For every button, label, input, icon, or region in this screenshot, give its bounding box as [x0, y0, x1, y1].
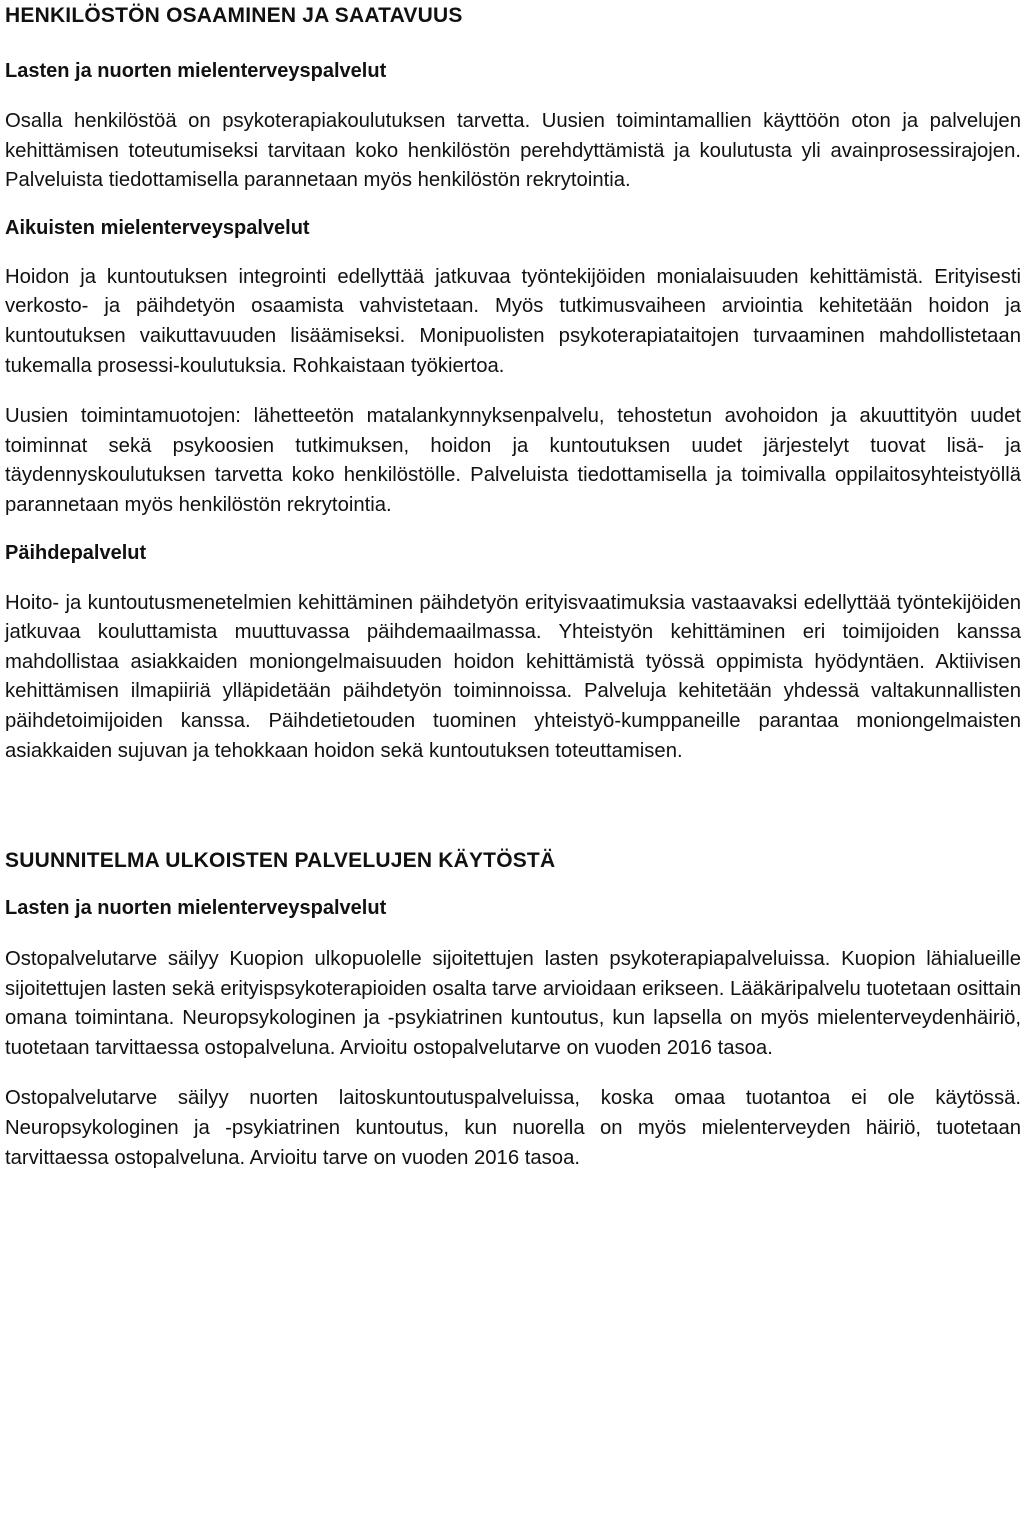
- subsection-heading: Lasten ja nuorten mielenterveyspalvelut: [5, 60, 387, 82]
- subsection-heading: Lasten ja nuorten mielenterveyspalvelut: [5, 897, 387, 920]
- section-title: HENKILÖSTÖN OSAAMINEN JA SAATAVUUS: [5, 4, 463, 27]
- subsection-heading: Aikuisten mielenterveyspalvelut: [5, 216, 310, 239]
- paragraph: Ostopalvelutarve säilyy nuorten laitoskuntoutuspalveluissa, koska omaa tuotantoa ei ole käytössä. Neuropsykologinen ja -psykiatrinen kuntoutus, kun nuorella on myös mielenterveyden häiriö, tuotetaan tarvittaessa ostopalveluna. Arvioitu tarve on vuoden 2016 tasoa.: [5, 1087, 1021, 1169]
- section-title: SUUNNITELMA ULKOISTEN PALVELUJEN KÄYTÖSTÄ: [5, 849, 556, 873]
- paragraph: Ostopalvelutarve säilyy Kuopion ulkopuolelle sijoitettujen lasten psykoterapiapalveluissa. Kuopion lähialueille sijoitettujen lasten sekä erityispsykoterapioiden osalta tarve arvioidaan erikseen. Lääkäripalvelu tuotetaan osittain omana toimintana. Neuropsykologinen ja -psykiatrinen kuntoutus, kun lapsella on myös mielenterveydenhäiriö, tuotetaan tarvittaessa ostopalveluna. Arvioitu ostopalvelutarve on vuoden 2016 tasoa.: [5, 948, 1021, 1059]
- document-page: [0, 1, 1024, 1529]
- paragraph: Hoito- ja kuntoutusmenetelmien kehittäminen päihdetyön erityisvaatimuksia vastaavaksi edellyttää työntekijöiden jatkuvaa kouluttamista muuttuvassa päihdemaailmassa. Yhteistyön kehittäminen eri toimijoiden kanssa mahdollistaa asiakkaiden moniongelmaisuuden hoidon kehittämistä työssä oppimista hyödyntäen. Aktiivisen kehittämisen ilmapiiriä ylläpidetään päihdetyön toiminnoissa. Palveluja kehitetään yhdessä valtakunnallisten päihdetoimijoiden kanssa. Päihdetietouden tuominen yhteistyö-kumppaneille parantaa moniongelmaisten asiakkaiden sujuvan ja tehokkaan hoidon sekä kuntoutuksen toteuttamisen.: [5, 591, 1021, 762]
- paragraph: Osalla henkilöstöä on psykoterapiakoulutuksen tarvetta. Uusien toimintamallien käyttöön oton ja palvelujen kehittämisen toteutumiseksi tarvitaan koko henkilöstön perehdyttämistä ja koulutusta yli avainprosessirajojen. Palveluista tiedottamisella parannetaan myös henkilöstön rekrytointia.: [5, 110, 1021, 192]
- paragraph: Uusien toimintamuotojen: lähetteetön matalankynnyksenpalvelu, tehostetun avohoidon ja akuuttityön uudet toiminnat sekä psykoosien tutkimuksen, hoidon ja kuntoutuksen uudet järjestelyt tuovat lisä- ja täydennyskoulutuksen tarvetta koko henkilöstölle. Palveluista tiedottamisella ja toimivalla oppilaitosyhteistyöllä parannetaan myös henkilöstön rekrytointia.: [5, 405, 1021, 516]
- subsection-heading: Päihdepalvelut: [5, 541, 147, 564]
- paragraph: Hoidon ja kuntoutuksen integrointi edellyttää jatkuvaa työntekijöiden monialaisuuden kehittämistä. Erityisesti verkosto- ja päihdetyön osaamista vahvistetaan. Myös tutkimusvaiheen arviointia kehitetään hoidon ja kuntoutuksen vaikuttavuuden lisäämiseksi. Monipuolisten psykoterapiataitojen turvaaminen mahdollistetaan tukemalla prosessi-koulutuksia. Rohkaistaan työkiertoa.: [5, 265, 1021, 377]
